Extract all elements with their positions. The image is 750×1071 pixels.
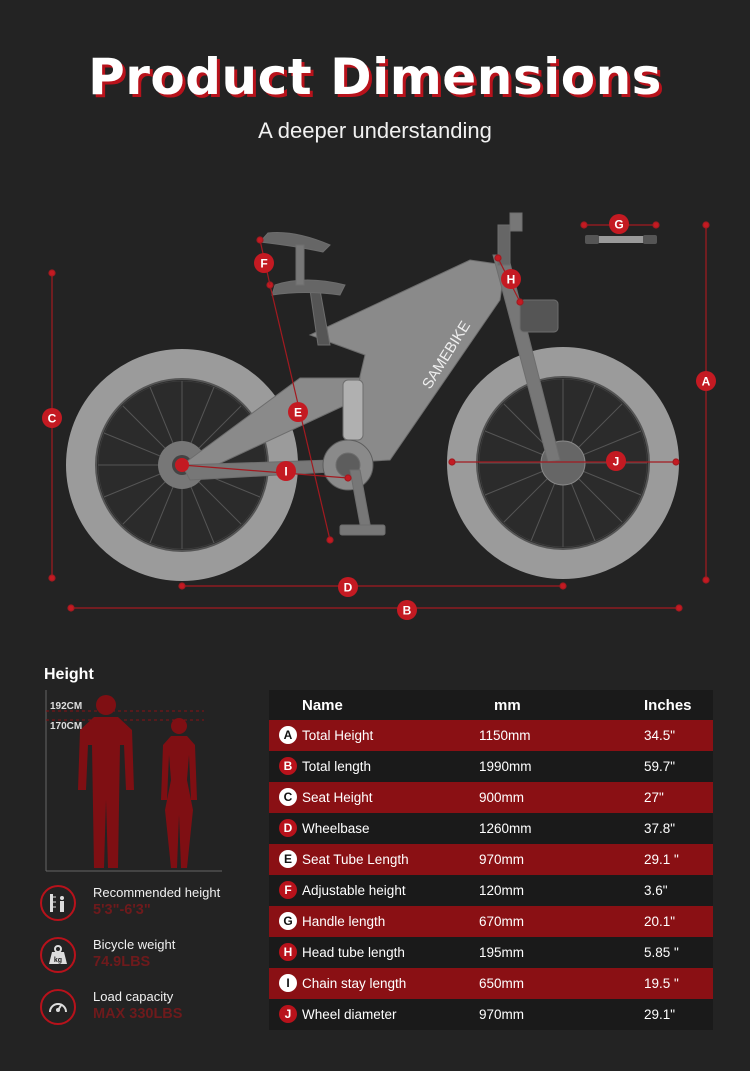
height-figure-graphic (44, 690, 224, 872)
female-figure (161, 718, 197, 868)
row-name: Seat Tube Length (302, 852, 409, 867)
svg-text:J: J (612, 454, 620, 469)
row-key-badge: B (279, 757, 297, 775)
marker-d (338, 577, 358, 597)
spec-label: Load capacity (93, 989, 174, 1004)
bike-dimension-diagram (0, 200, 750, 630)
row-key-badge: F (279, 881, 297, 899)
svg-text:D: D (343, 580, 353, 595)
row-mm: 120mm (479, 883, 525, 898)
svg-text:H: H (506, 272, 516, 287)
table-row (269, 813, 713, 844)
table-header (269, 690, 713, 720)
svg-text:C: C (47, 411, 57, 426)
weight-kg-icon (40, 937, 76, 973)
row-name: Wheel diameter (302, 1007, 397, 1022)
table-row (269, 844, 713, 875)
svg-text:A: A (701, 374, 711, 389)
row-key-badge: I (279, 974, 297, 992)
row-inches: 59.7" (644, 759, 676, 774)
marker-h (501, 269, 521, 289)
row-key-badge: A (279, 726, 297, 744)
table-row (269, 875, 713, 906)
row-key-badge: G (279, 912, 297, 930)
header-inches: Inches (644, 697, 692, 714)
table-row (269, 999, 713, 1030)
dimensions-table (269, 690, 713, 1030)
row-mm: 970mm (479, 1007, 525, 1022)
svg-text:G: G (614, 217, 624, 232)
row-key-badge: E (279, 850, 297, 868)
row-name: Adjustable height (302, 883, 406, 898)
row-inches: 34.5" (644, 728, 676, 743)
handlebar-icon (585, 235, 657, 244)
row-inches: 5.85 " (644, 945, 679, 960)
gauge-icon (40, 989, 76, 1025)
row-inches: 29.1" (644, 1007, 676, 1022)
spec-value: 5'3"-6'3" (93, 902, 151, 918)
marker-i (276, 461, 296, 481)
svg-text:kg: kg (53, 957, 63, 964)
row-name: Chain stay length (302, 976, 407, 991)
row-key-badge: D (279, 819, 297, 837)
spec-label: Recommended height (93, 885, 221, 900)
table-row (269, 751, 713, 782)
row-key-badge: H (279, 943, 297, 961)
table-row (269, 782, 713, 813)
row-mm: 670mm (479, 914, 525, 929)
marker-a (696, 371, 716, 391)
svg-text:B: B (402, 603, 412, 618)
page-subtitle: A deeper understanding (258, 118, 492, 143)
row-key-badge: C (279, 788, 297, 806)
row-inches: 27" (644, 790, 664, 805)
row-inches: 37.8" (644, 821, 676, 836)
row-mm: 195mm (479, 945, 525, 960)
header-mm: mm (494, 697, 521, 714)
male-figure (78, 695, 134, 868)
row-name: Head tube length (302, 945, 405, 960)
row-mm: 1260mm (479, 821, 532, 836)
front-wheel (462, 362, 664, 564)
row-inches: 3.6" (644, 883, 668, 898)
row-mm: 1150mm (479, 728, 531, 743)
marker-b (397, 600, 417, 620)
row-inches: 19.5 " (644, 976, 679, 991)
table-row (269, 937, 713, 968)
marker-c (42, 408, 62, 428)
height-panel-title: Height (44, 666, 94, 683)
svg-text:F: F (260, 256, 268, 271)
height-mark-170: 170CM (50, 721, 83, 732)
spec-value: MAX 330LBS (93, 1006, 183, 1022)
svg-text:I: I (284, 464, 288, 479)
marker-e (288, 402, 308, 422)
row-key-badge: J (279, 1005, 297, 1023)
row-mm: 1990mm (479, 759, 532, 774)
row-mm: 900mm (479, 790, 525, 805)
svg-text:E: E (293, 405, 303, 420)
height-mark-192: 192CM (50, 701, 83, 712)
marker-g (609, 214, 629, 234)
row-name: Seat Height (302, 790, 373, 805)
row-name: Total Height (302, 728, 374, 743)
row-name: Handle length (302, 914, 386, 929)
table-row (269, 906, 713, 937)
marker-j (606, 451, 626, 471)
row-inches: 20.1" (644, 914, 676, 929)
page-title: Product Dimensions (88, 48, 662, 106)
row-name: Total length (302, 759, 372, 774)
table-row (269, 720, 713, 751)
row-name: Wheelbase (302, 821, 370, 836)
ruler-person-icon (40, 885, 76, 921)
row-mm: 970mm (479, 852, 525, 867)
header-name: Name (302, 697, 343, 714)
table-row (269, 968, 713, 999)
spec-value: 74.9LBS (93, 954, 151, 970)
row-mm: 650mm (479, 976, 525, 991)
row-inches: 29.1 " (644, 852, 679, 867)
bike-brand-label: SAMEBIKE (418, 318, 475, 393)
spec-label: Bicycle weight (93, 937, 176, 952)
marker-f (254, 253, 274, 273)
